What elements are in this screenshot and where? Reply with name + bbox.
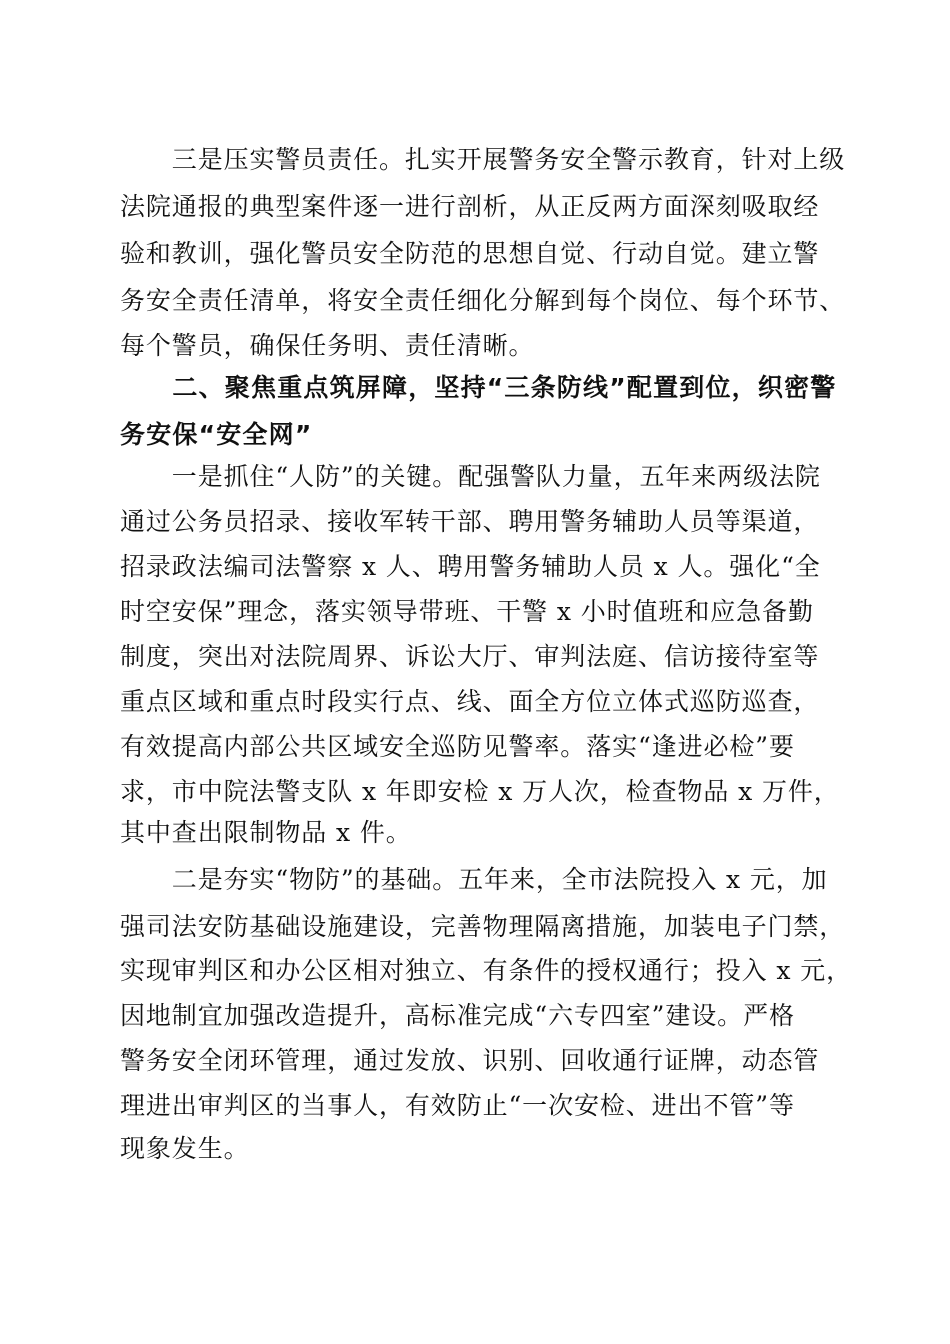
paragraph-1-line-2: 法院通报的典型案件逐一进行剖析，从正反两方面深刻吸取经	[120, 192, 820, 221]
paragraph-3-line-6: 理进出审判区的当事人，有效防止“一次安检、进出不管”等	[120, 1091, 795, 1120]
paragraph-2-line-4: 时空安保”理念，落实领导带班、干警 x 小时值班和应急备勤	[120, 597, 814, 626]
paragraph-1-line-5: 每个警员，确保任务明、责任清晰。	[120, 331, 535, 360]
paragraph-3-line-1: 二是夯实“物防”的基础。五年来，全市法院投入 x 元，加	[120, 865, 828, 894]
paragraph-3-line-4: 因地制宜加强改造提升，高标准完成“六专四室”建设。严格	[120, 1001, 795, 1030]
paragraph-2-line-9: 其中查出限制物品 x 件。	[120, 818, 412, 847]
paragraph-1-line-4: 务安全责任清单，将安全责任细化分解到每个岗位、每个环节、	[120, 286, 846, 315]
paragraph-2-line-6: 重点区域和重点时段实行点、线、面全方位立体式巡防巡查，	[120, 687, 820, 716]
paragraph-2-line-5: 制度，突出对法院周界、诉讼大厅、审判法庭、信访接待室等	[120, 642, 820, 671]
paragraph-2-line-2: 通过公务员招录、接收军转干部、聘用警务辅助人员等渠道，	[120, 507, 820, 536]
paragraph-2-line-7: 有效提高内部公共区域安全巡防见警率。落实“逢进必检”要	[120, 732, 795, 761]
paragraph-2-line-8: 求，市中院法警支队 x 年即安检 x 万人次，检查物品 x 万件，	[120, 777, 840, 806]
section-heading-line-2: 务安保“安全网”	[120, 420, 313, 449]
paragraph-1-line-1: 三是压实警员责任。扎实开展警务安全警示教育，针对上级	[120, 145, 846, 174]
paragraph-2-line-3: 招录政法编司法警察 x 人、聘用警务辅助人员 x 人。强化“全	[120, 552, 821, 581]
paragraph-3-line-3: 实现审判区和办公区相对独立、有条件的授权通行；投入 x 元，	[120, 956, 852, 985]
paragraph-3-line-2: 强司法安防基础设施建设，完善物理隔离措施，加装电子门禁，	[120, 912, 846, 941]
paragraph-2-line-1: 一是抓住“人防”的关键。配强警队力量，五年来两级法院	[120, 462, 821, 491]
paragraph-3-line-5: 警务安全闭环管理，通过发放、识别、回收通行证牌，动态管	[120, 1046, 820, 1075]
section-heading-line-1: 二、聚焦重点筑屏障，坚持“三条防线”配置到位，织密警	[120, 373, 837, 402]
paragraph-3-line-7: 现象发生。	[120, 1134, 250, 1163]
paragraph-1-line-3: 验和教训，强化警员安全防范的思想自觉、行动自觉。建立警	[120, 239, 820, 268]
